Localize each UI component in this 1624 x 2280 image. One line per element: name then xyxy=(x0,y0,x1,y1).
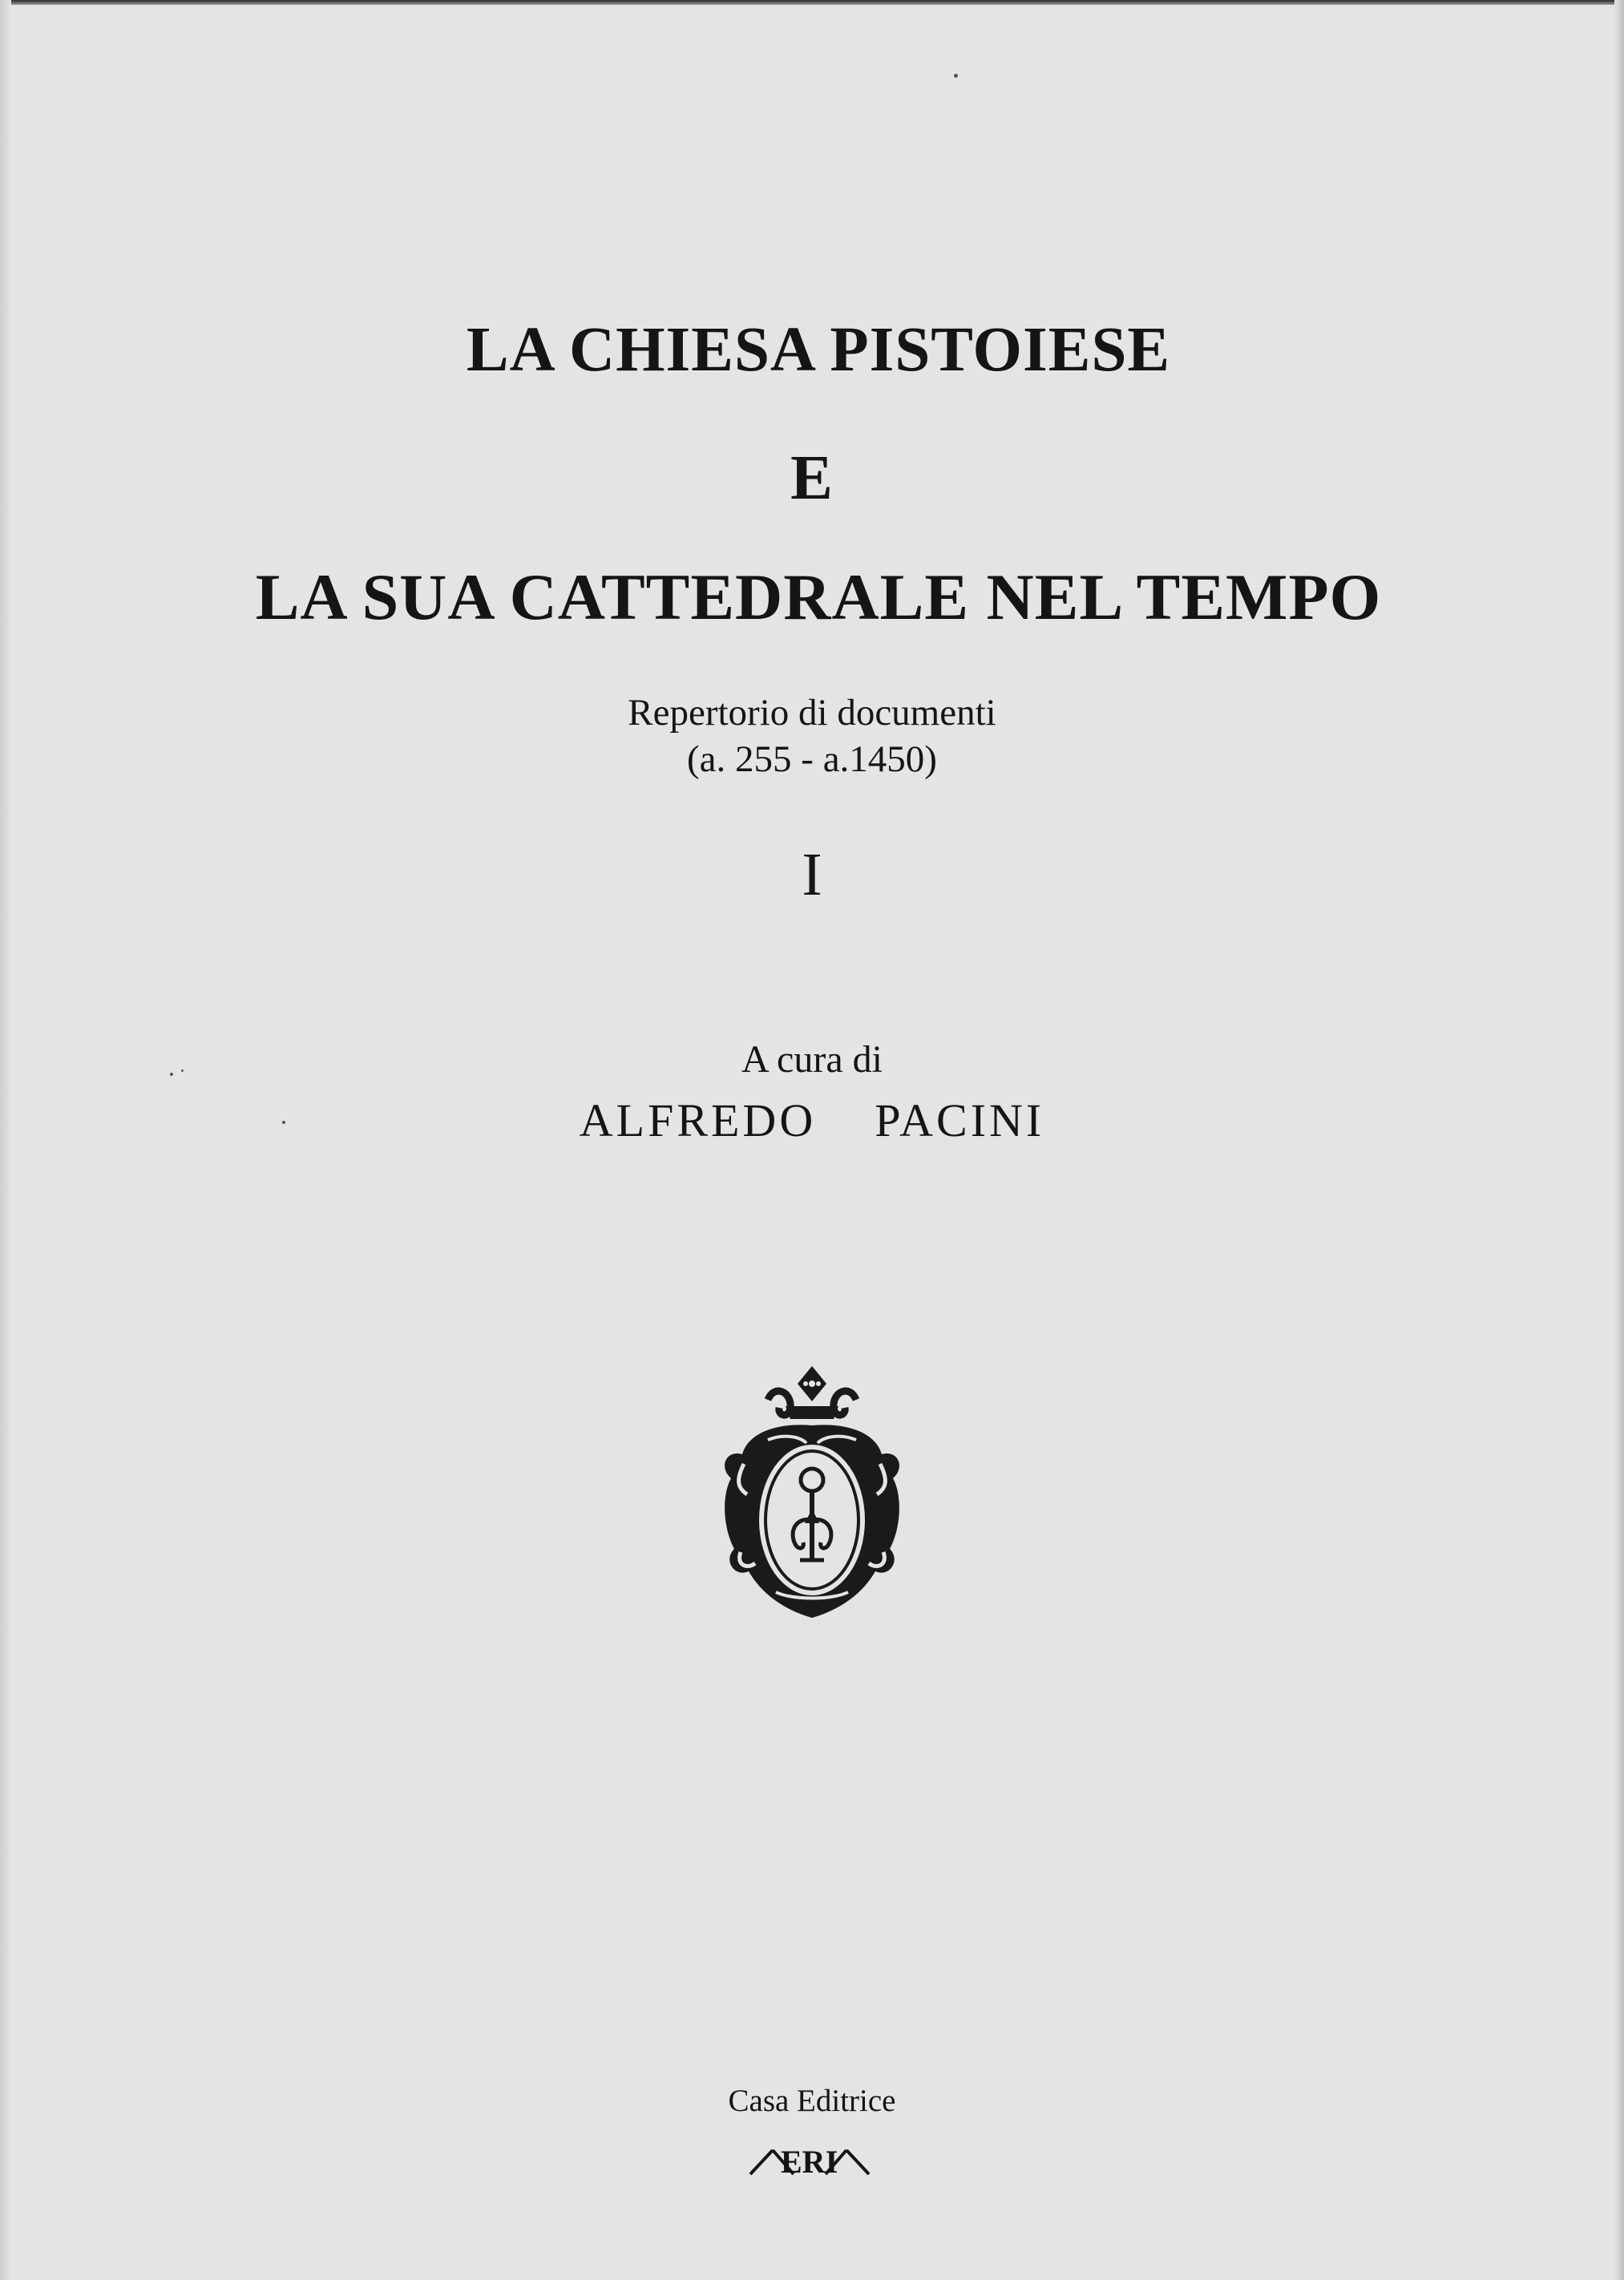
title-line-2: E xyxy=(790,443,834,513)
subtitle-date-range: (a. 255 - a.1450) xyxy=(687,738,937,780)
title-line-1: LA CHIESA PISTOIESE xyxy=(466,315,1171,385)
scan-speck xyxy=(954,74,958,78)
curator-label: A cura di xyxy=(741,1038,883,1081)
title-line-3: LA SUA CATTEDRALE NEL TEMPO xyxy=(255,560,1382,633)
coat-of-arms-icon xyxy=(712,1360,912,1624)
publisher-logo-icon xyxy=(745,2136,874,2181)
volume-number: I xyxy=(802,841,822,908)
cover-top-edge xyxy=(0,0,1624,5)
publisher-logo-text: ERI xyxy=(781,2144,838,2180)
curator-name: ALFREDO PACINI xyxy=(579,1094,1045,1146)
publisher-label: Casa Editrice xyxy=(728,2084,896,2118)
subtitle-line-1: Repertorio di documenti xyxy=(628,692,996,734)
